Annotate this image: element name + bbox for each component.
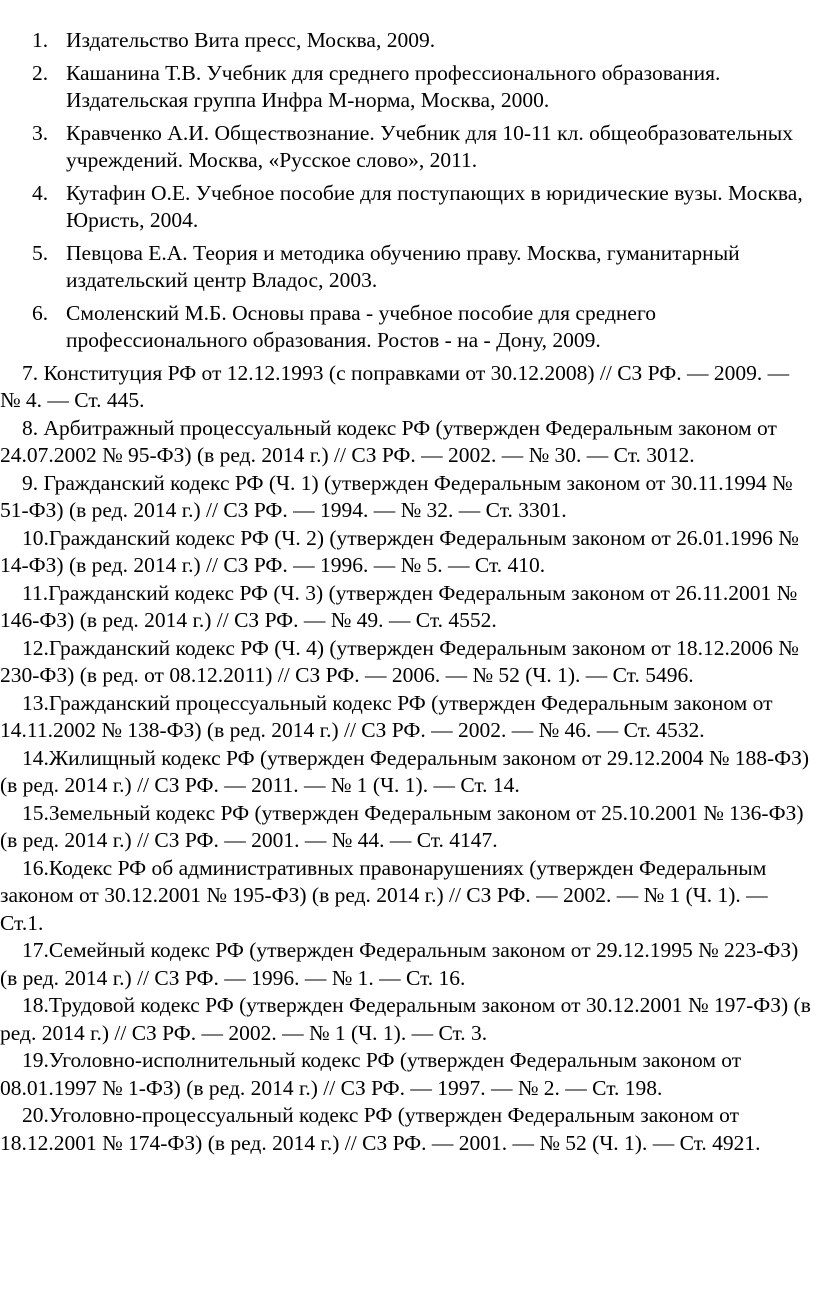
list-item-text: Певцова Е.А. Теория и методика обучению праву. Москва, гуманитарный издательский центр Владос, 2003.	[66, 240, 740, 292]
list-item-text: Кутафин О.Е. Учебное пособие для поступающих в юридические вузы. Москва, Юристь, 2004.	[66, 180, 803, 232]
list-item	[0, 300, 816, 355]
reference-paragraph	[0, 470, 816, 525]
reference-text: Уголовно-процессуальный кодекс РФ (утвержден Федеральным законом от 18.12.2001 № 174-ФЗ) (в ред. 2014 г.) // СЗ РФ. — 2001. — № 52 (Ч. 1). — Ст. 4921.	[0, 1103, 761, 1155]
reference-text: Уголовно-исполнительный кодекс РФ (утвержден Федеральным законом от 08.01.1997 № 1-ФЗ) (в ред. 2014 г.) // СЗ РФ. — 1997. — № 2. — Ст. 198.	[0, 1048, 742, 1100]
legal-sources-list	[0, 360, 816, 1158]
list-item-number: 6.	[32, 300, 49, 325]
reference-paragraph	[0, 525, 816, 580]
reference-number: 8.	[22, 415, 44, 440]
reference-paragraph	[0, 745, 816, 800]
reference-paragraph	[0, 800, 816, 855]
document-page	[0, 27, 816, 1157]
reference-text: Жилищный кодекс РФ (утвержден Федеральным законом от 29.12.2004 № 188-ФЗ) (в ред. 2014 г.) // СЗ РФ. — 2011. — № 1 (Ч. 1). — Ст. 14.	[0, 745, 810, 797]
reference-paragraph	[0, 937, 816, 992]
reference-text: Земельный кодекс РФ (утвержден Федеральным законом от 25.10.2001 № 136-ФЗ) (в ред. 2014 г.) // СЗ РФ. — 2001. — № 44. — Ст. 4147.	[0, 800, 804, 852]
reference-number: 7.	[22, 360, 44, 385]
list-item-number: 5.	[32, 240, 49, 265]
reference-number: 10.	[22, 525, 49, 550]
reference-paragraph	[0, 690, 816, 745]
reference-text: Гражданский кодекс РФ (Ч. 1) (утвержден Федеральным законом от 30.11.1994 № 51-ФЗ) (в ред. 2014 г.) // СЗ РФ. — 1994. — № 32. — Ст. 3301.	[0, 470, 793, 522]
reference-number: 12.	[22, 635, 49, 660]
reference-paragraph	[0, 360, 816, 415]
list-item-text: Издательство Вита пресс, Москва, 2009.	[66, 28, 436, 52]
reference-number: 13.	[22, 690, 49, 715]
list-item	[0, 120, 816, 175]
list-item-text: Кашанина Т.В. Учебник для среднего профессионального образования. Издательская группа Инфра М-норма, Москва, 2000.	[66, 60, 721, 112]
list-item-number: 2.	[32, 60, 49, 85]
reference-paragraph	[0, 992, 816, 1047]
list-item	[0, 180, 816, 235]
reference-paragraph	[0, 1047, 816, 1102]
reference-text: Гражданский кодекс РФ (Ч. 2) (утвержден Федеральным законом от 26.01.1996 № 14-ФЗ) (в ред. 2014 г.) // СЗ РФ. — 1996. — № 5. — Ст. 410.	[0, 525, 799, 577]
reference-paragraph	[0, 855, 816, 938]
reference-text: Трудовой кодекс РФ (утвержден Федеральным законом от 30.12.2001 № 197-ФЗ) (в ред. 2014 г.) // СЗ РФ. — 2002. — № 1 (Ч. 1). — Ст. 3.	[0, 993, 811, 1045]
list-item	[0, 27, 816, 55]
reference-paragraph	[0, 1102, 816, 1157]
list-item-text: Смоленский М.Б. Основы права - учебное пособие для среднего профессионального образования. Ростов - на - Дону, 2009.	[66, 300, 657, 352]
reference-number: 16.	[22, 855, 49, 880]
list-item-number: 1.	[32, 28, 49, 52]
reference-paragraph	[0, 580, 816, 635]
reference-text: Семейный кодекс РФ (утвержден Федеральным законом от 29.12.1995 № 223-ФЗ) (в ред. 2014 г.) // СЗ РФ. — 1996. — № 1. — Ст. 16.	[0, 938, 799, 990]
reference-number: 19.	[22, 1048, 49, 1072]
numbered-list	[0, 27, 816, 355]
reference-text: Кодекс РФ об административных правонарушениях (утвержден Федеральным законом от 30.12.2001 № 195-ФЗ) (в ред. 2014 г.) // СЗ РФ. — 2002. — № 1 (Ч. 1). — Ст.1.	[0, 855, 768, 935]
reference-text: Конституция РФ от 12.12.1993 (с поправками от 30.12.2008) // СЗ РФ. — 2009. — № 4. — Ст. 445.	[0, 360, 790, 412]
reference-number: 9.	[22, 470, 44, 495]
reference-text: Арбитражный процессуальный кодекс РФ (утвержден Федеральным законом от 24.07.2002 № 95-ФЗ) (в ред. 2014 г.) // СЗ РФ. — 2002. — № 30. — Ст. 3012.	[0, 415, 777, 467]
list-item	[0, 60, 816, 115]
reference-number: 17.	[22, 938, 49, 962]
reference-number: 15.	[22, 800, 49, 825]
list-item	[0, 240, 816, 295]
reference-number: 14.	[22, 745, 49, 770]
reference-number: 18.	[22, 993, 49, 1017]
list-item-number: 4.	[32, 180, 49, 205]
reference-text: Гражданский процессуальный кодекс РФ (утвержден Федеральным законом от 14.11.2002 № 138-ФЗ) (в ред. 2014 г.) // СЗ РФ. — 2002. — № 46. — Ст. 4532.	[0, 690, 773, 742]
reference-text: Гражданский кодекс РФ (Ч. 4) (утвержден Федеральным законом от 18.12.2006 № 230-ФЗ) (в ред. от 08.12.2011) // СЗ РФ. — 2006. — № 52 (Ч. 1). — Ст. 5496.	[0, 635, 799, 687]
reference-number: 20.	[22, 1103, 49, 1127]
reference-number: 11.	[22, 580, 49, 605]
reference-text: Гражданский кодекс РФ (Ч. 3) (утвержден Федеральным законом от 26.11.2001 № 146-ФЗ) (в ред. 2014 г.) // СЗ РФ. — № 49. — Ст. 4552.	[0, 580, 798, 632]
list-item-text: Кравченко А.И. Обществознание. Учебник для 10-11 кл. общеобразовательных учреждений. Москва, «Русское слово», 2011.	[66, 120, 793, 172]
list-item-number: 3.	[32, 120, 49, 145]
reference-paragraph	[0, 415, 816, 470]
reference-paragraph	[0, 635, 816, 690]
